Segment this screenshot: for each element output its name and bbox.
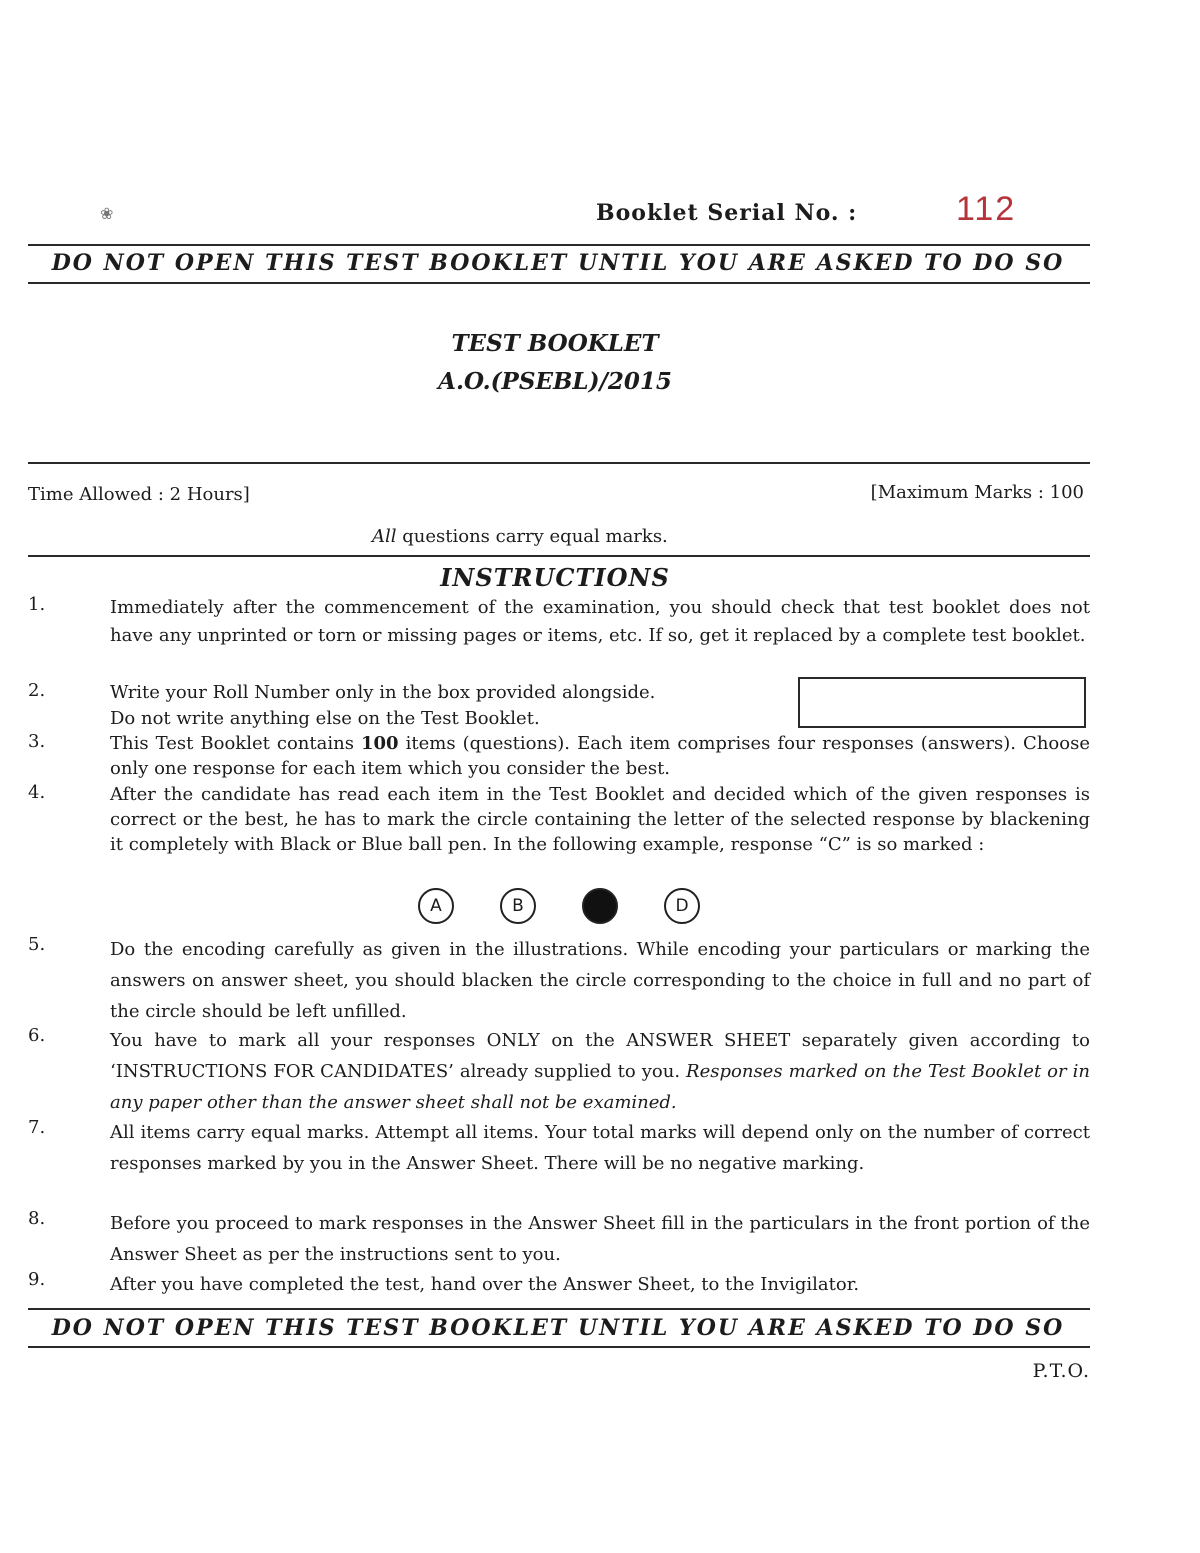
instructions-heading: INSTRUCTIONS [440, 563, 670, 592]
divider-bottom-2 [28, 1346, 1090, 1348]
instruction-item [28, 1025, 1090, 1119]
equal-marks-em: All [372, 526, 397, 547]
option-c-bubble-filled: C [582, 888, 618, 924]
item-number: 3. [28, 731, 46, 752]
item-number: 9. [28, 1269, 46, 1290]
equal-marks-rest: questions carry equal marks. [396, 526, 668, 547]
divider-top-2 [28, 282, 1090, 284]
item-number: 5. [28, 934, 46, 955]
item-text-b: items (questions). Each item comprises four responses (answers). Choose only one response for each item which you consider the best. [110, 733, 1090, 779]
instruction-item [28, 1117, 1090, 1211]
divider-meta-top [28, 462, 1090, 464]
option-b-bubble: B [500, 888, 536, 924]
item-text: Before you proceed to mark responses in the Answer Sheet fill in the particulars in the front portion of the Answer Sheet as per the instructions sent to you. [110, 1213, 1090, 1265]
warning-banner-bottom: DO NOT OPEN THIS TEST BOOKLET UNTIL YOU ARE ASKED TO DO SO [51, 1315, 1065, 1341]
booklet-title: TEST BOOKLET [451, 330, 659, 357]
example-response-bubbles [418, 888, 718, 924]
booklet-code: A.O.(PSEBL)/2015 [438, 368, 672, 395]
serial-label: Booklet Serial No. : [596, 200, 858, 226]
equal-marks-note [372, 526, 668, 547]
item-number: 2. [28, 680, 46, 701]
instruction-item [28, 731, 1090, 783]
item-text-plain: You have to mark all your responses ONLY on the ANSWER SHEET separately given according to ‘INSTRUCTIONS FOR CANDIDATES’ already supplied to you. [110, 1030, 1090, 1082]
divider-meta-bottom [28, 555, 1090, 557]
please-turn-over: P.T.O. [1032, 1360, 1090, 1382]
roll-number-box[interactable] [798, 677, 1086, 728]
item-text-emphasis: Responses marked on the Test Booklet or in any paper other than the answer sheet shall not be examined. [110, 1061, 1090, 1113]
item-number: 7. [28, 1117, 46, 1138]
item-text-a: This Test Booklet contains [110, 733, 361, 754]
corner-mark-icon: ❀ [100, 204, 114, 223]
instruction-item [28, 934, 1090, 1028]
serial-number: 112 [956, 190, 1017, 228]
maximum-marks: [Maximum Marks : 100 [870, 482, 1084, 503]
item-number: 6. [28, 1025, 46, 1046]
item-line: Do not write anything else on the Test Booklet. [110, 708, 540, 729]
item-text: All items carry equal marks. Attempt all items. Your total marks will depend only on the number of correct responses marked by you in the Answer Sheet. There will be no negative marking. [110, 1122, 1090, 1174]
instruction-item [28, 1269, 1090, 1301]
instruction-item [28, 594, 1090, 680]
item-text: After the candidate has read each item in the Test Booklet and decided which of the given responses is correct or the best, he has to mark the circle containing the letter of the selected response by blackening it completely with Black or Blue ball pen. In the following example, response “C” is so marked : [110, 784, 1090, 855]
item-text [110, 731, 1090, 781]
item-line: Write your Roll Number only in the box provided alongside. [110, 682, 656, 703]
item-text: After you have completed the test, hand over the Answer Sheet, to the Invigilator. [110, 1274, 860, 1295]
item-text: Do the encoding carefully as given in the illustrations. While encoding your particulars or marking the answers on answer sheet, you should blacken the circle corresponding to the choice in full and no part of the circle should be left unfilled. [110, 939, 1090, 1022]
time-allowed: Time Allowed : 2 Hours] [28, 484, 250, 505]
item-items-count: 100 [361, 733, 399, 754]
item-text: Immediately after the commencement of the examination, you should check that test booklet does not have any unprinted or torn or missing pages or items, etc. If so, get it replaced by a complete test booklet. [110, 597, 1090, 646]
instruction-item [28, 1208, 1090, 1270]
instruction-item [28, 782, 1090, 884]
item-text [110, 1025, 1090, 1118]
item-number: 4. [28, 782, 46, 803]
warning-banner-top: DO NOT OPEN THIS TEST BOOKLET UNTIL YOU ARE ASKED TO DO SO [51, 250, 1065, 276]
divider-bottom-1 [28, 1308, 1090, 1310]
item-number: 1. [28, 594, 46, 615]
booklet-serial [590, 190, 1050, 230]
item-number: 8. [28, 1208, 46, 1229]
divider-top-1 [28, 244, 1090, 246]
option-a-bubble: A [418, 888, 454, 924]
item-text [110, 680, 790, 732]
option-d-bubble: D [664, 888, 700, 924]
